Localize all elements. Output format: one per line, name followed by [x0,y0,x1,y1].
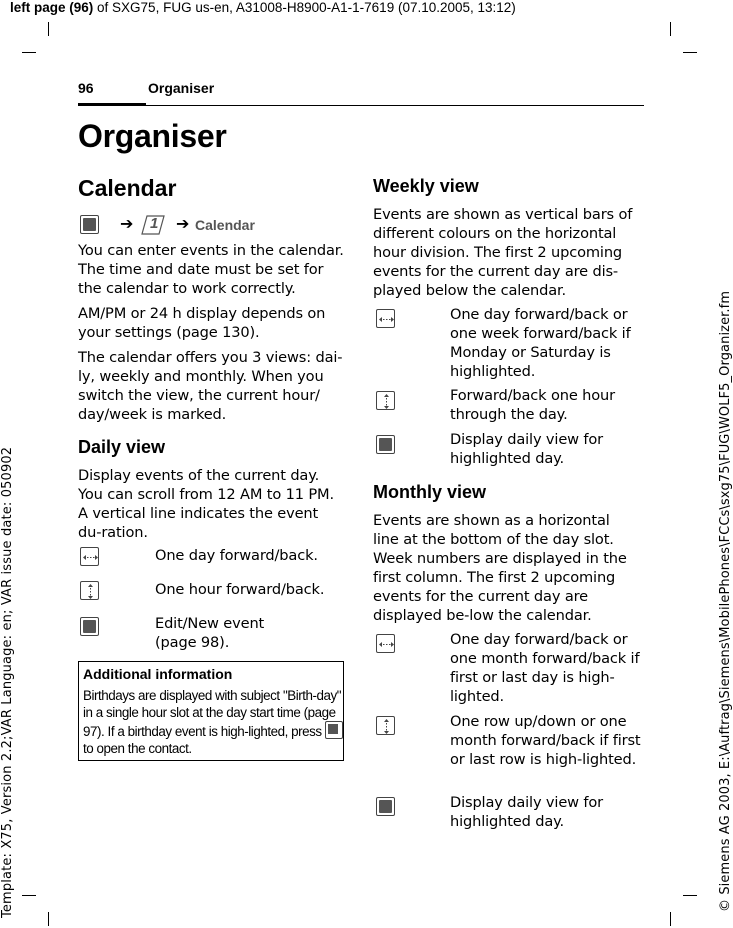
crop-mark [683,895,697,896]
weekly-row-text: One day forward/back or one week forward/back if Monday or Saturday is highlighted. [450,306,631,380]
up-down-key-icon [80,581,99,600]
center-key-icon [80,617,99,636]
page-title: Organiser [78,118,227,154]
arrow-right-icon: ➔ [176,214,190,233]
header-rule-thick [78,103,146,106]
print-header [10,0,516,15]
calendar-heading: Calendar [78,175,177,201]
calendar-paragraph-3: The calendar offers you 3 views: dai-ly, weekly and monthly. When you switch the view, the current hour/ day/week is marked. [78,349,343,423]
monthly-row-text: One row up/down or one month forward/back if first or last row is high-lighted. [450,713,641,768]
daily-row-text: One day forward/back. [155,547,318,564]
menu-path-target: Calendar [195,217,255,233]
calendar-paragraph-2: AM/PM or 24 h display depends on your settings (page 130). [78,305,326,341]
up-down-key-icon [376,716,395,735]
center-key-icon [376,797,395,816]
crop-mark [22,895,36,896]
left-right-key-icon [376,309,395,328]
crop-mark [48,912,49,926]
crop-mark [22,52,36,53]
monthly-view-heading: Monthly view [373,482,487,502]
crop-mark [48,22,49,36]
crop-mark [670,22,671,36]
calendar-paragraph-1: You can enter events in the calendar. The time and date must be set for the calendar to work correctly. [78,242,344,297]
header-rule [146,105,644,106]
left-right-key-icon [80,547,99,566]
arrow-right-icon: ➔ [120,214,134,233]
additional-info-heading: Additional information [83,666,233,682]
monthly-view-intro: Events are shown as a horizontal line at the bottom of the day slot. Week numbers are displayed in the first column. The first 2 upcoming events for the current day are displayed be-low the calendar. [373,512,627,624]
running-title: Organiser [148,80,215,96]
page-number: 96 [78,80,94,96]
weekly-row-text: Forward/back one hour through the day. [450,387,615,423]
copyright-sidebar-text: © Siemens AG 2003, E:\Auftrag\Siemens\MobilePhones\FCCs\sxg75\FUG\WOLF5_Organizer.fm [718,290,733,912]
monthly-row-text: Display daily view for highlighted day. [450,794,604,830]
daily-row-text: Edit/New event (page 98). [155,615,265,651]
weekly-view-heading: Weekly view [373,176,479,196]
center-key-icon [376,435,395,454]
daily-view-intro: Display events of the current day. You can scroll from 12 AM to 11 PM. A vertical line indicates the event du-ration. [78,467,334,541]
monthly-row-text: One day forward/back or one month forward/back if first or last day is high-lighted. [450,631,640,705]
print-header-details: of SXG75, FUG us-en, A31008-H8900-A1-1-7619 (07.10.2005, 13:12) [93,0,516,15]
menu-key-digit: 1 [150,215,159,232]
crop-mark [670,912,671,926]
weekly-view-intro: Events are shown as vertical bars of different colours on the horizontal hour division. The first 2 upcoming events for the current day are dis-played below the calendar. [373,206,633,299]
weekly-row-text: Display daily view for highlighted day. [450,431,604,467]
additional-info-text-end: to open the contact. [83,741,192,756]
left-right-key-icon [376,634,395,653]
template-sidebar-text: Template: X75, Version 2.2;VAR Language: en; VAR issue date: 050902 [0,446,15,918]
print-header-page: left page (96) [10,0,94,15]
center-key-icon [80,215,99,234]
center-key-icon [325,721,343,739]
crop-mark [683,52,697,53]
organiser-menu-icon [140,214,166,240]
additional-info-box [78,661,344,761]
additional-info-text-start: Birthdays are displayed with subject "Birth-day" in a single hour slot at the day start time (page 97). If a birthday event is high-lighted, press [83,688,342,739]
daily-row-text: One hour forward/back. [155,581,325,598]
up-down-key-icon [376,391,395,410]
daily-view-heading: Daily view [78,437,166,457]
additional-info-text [83,687,345,757]
